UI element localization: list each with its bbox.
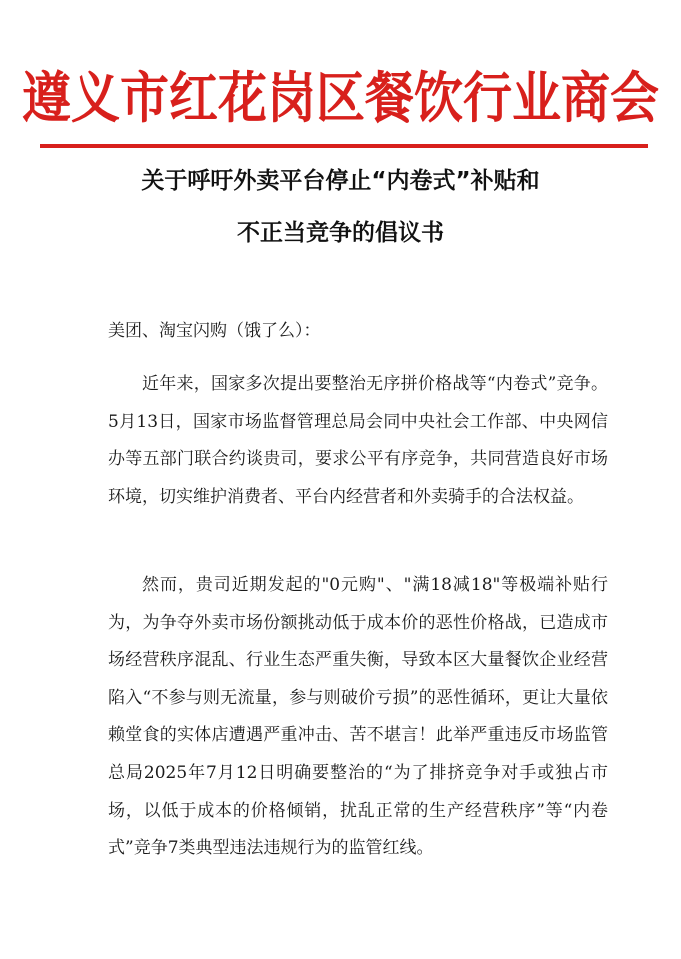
body-paragraph-2: 然而，贵司近期发起的"0元购"、"满18减18"等极端补贴行为，为争夺外卖市场份额挑动低于成本价的恶性价格战，已造成市场经营秩序混乱、行业生态严重失衡，导致本区大量餐饮企业经营陷入“不参与则无流量，参与则破价亏损”的恶性循环，更让大量依赖堂食的实体店遭遇严重冲击、苦不堪言！此举严重违反市场监管总局2025年7月12日明确要整治的“为了排挤竞争对手或独占市场，以低于成本的价格倾销，扰乱正常的生产经营秩序”等“内卷式”竞争7类典型违法违规行为的监管红线。 bbox=[108, 575, 608, 859]
organization-header: 遵义市红花岗区餐饮行业商会 bbox=[21, 65, 659, 131]
document-title-line-1: 关于呼吁外卖平台停止“内卷式”补贴和 bbox=[141, 168, 540, 194]
document-title-line-2: 不正当竞争的倡议书 bbox=[237, 220, 444, 246]
red-divider-line bbox=[40, 144, 648, 148]
body-paragraph-1: 近年来，国家多次提出要整治无序拼价格战等“内卷式”竞争。5月13日，国家市场监督管理总局会同中央社会工作部、中央网信办等五部门联合约谈贵司，要求公平有序竞争，共同营造良好市场环境，切实维护消费者、平台内经营者和外卖骑手的合法权益。 bbox=[108, 374, 608, 507]
salutation: 美团、淘宝闪购（饿了么）： bbox=[108, 321, 321, 341]
